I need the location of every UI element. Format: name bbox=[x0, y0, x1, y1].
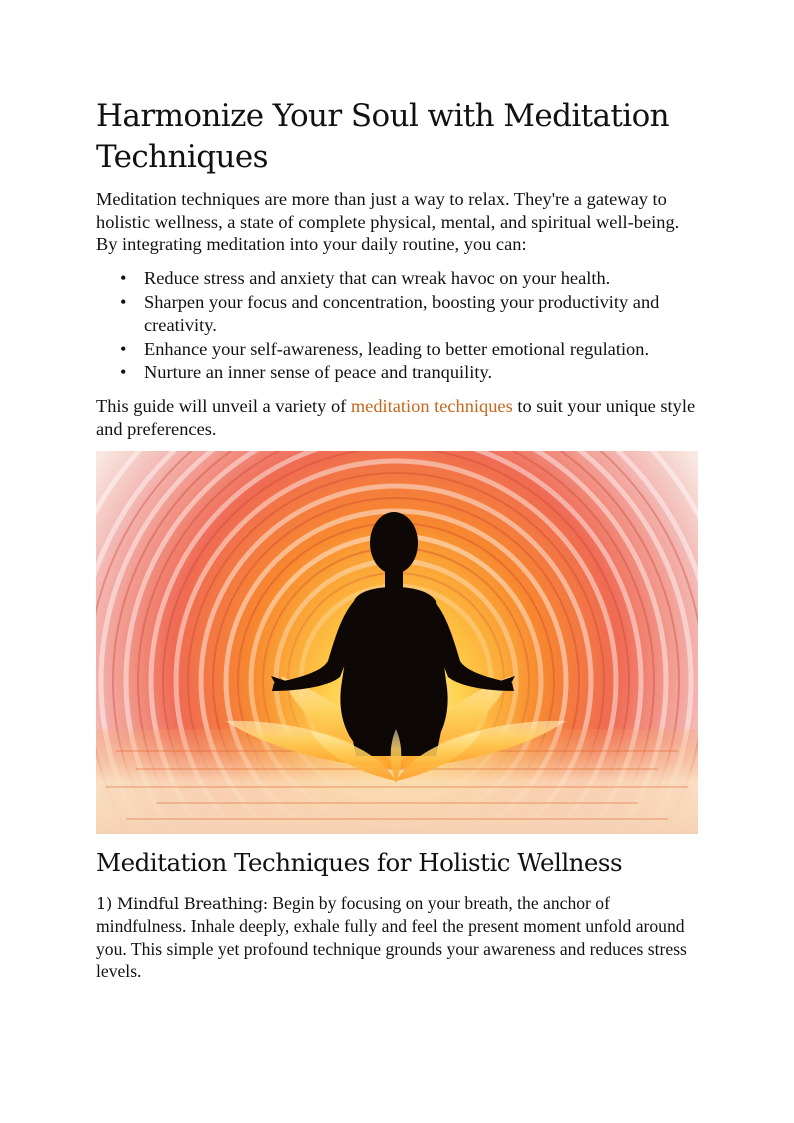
list-item bbox=[96, 361, 700, 385]
benefits-list bbox=[96, 267, 700, 385]
guide-paragraph bbox=[96, 395, 700, 441]
list-item-text: Reduce stress and anxiety that can wreak havoc on your health. bbox=[144, 268, 611, 288]
bullet-icon: • bbox=[120, 291, 127, 312]
list-item bbox=[96, 338, 700, 362]
list-item-text: Enhance your self-awareness, leading to better emotional regulation. bbox=[144, 338, 650, 359]
technique-name: 1) Mindful Breathing: bbox=[96, 894, 268, 913]
page-title: Harmonize Your Soul with Meditation Techniques bbox=[96, 98, 670, 175]
bullet-icon: • bbox=[120, 268, 127, 288]
list-item bbox=[96, 267, 700, 291]
technique-description: Begin by focusing on your breath, the anchor of mindfulness. Inhale deeply, exhale fully and feel the present moment unfold around you. This simple yet profound technique grounds your awareness and reduces stress levels. bbox=[96, 893, 687, 982]
guide-text-after: to suit your unique style and preferences. bbox=[96, 396, 696, 439]
list-item-text: Nurture an inner sense of peace and tranquility. bbox=[144, 362, 493, 382]
technique-paragraph bbox=[96, 892, 700, 983]
list-item-text: Sharpen your focus and concentration, boosting your productivity and creativity. bbox=[144, 291, 660, 335]
intro-paragraph: Meditation techniques are more than just a way to relax. They're a gateway to holistic wellness, a state of complete physical, mental, and spiritual well-being. By integrating meditation into your daily routine, you can: bbox=[96, 189, 680, 254]
meditation-techniques-link[interactable]: meditation techniques bbox=[350, 396, 513, 416]
bullet-icon: • bbox=[120, 362, 127, 382]
section-heading: Meditation Techniques for Holistic Wellness bbox=[96, 848, 623, 877]
guide-text-before: This guide will unveil a variety of bbox=[96, 396, 351, 416]
bullet-icon: • bbox=[120, 338, 127, 359]
meditation-illustration bbox=[96, 451, 698, 834]
meditation-image bbox=[96, 451, 698, 834]
list-item bbox=[96, 291, 700, 338]
